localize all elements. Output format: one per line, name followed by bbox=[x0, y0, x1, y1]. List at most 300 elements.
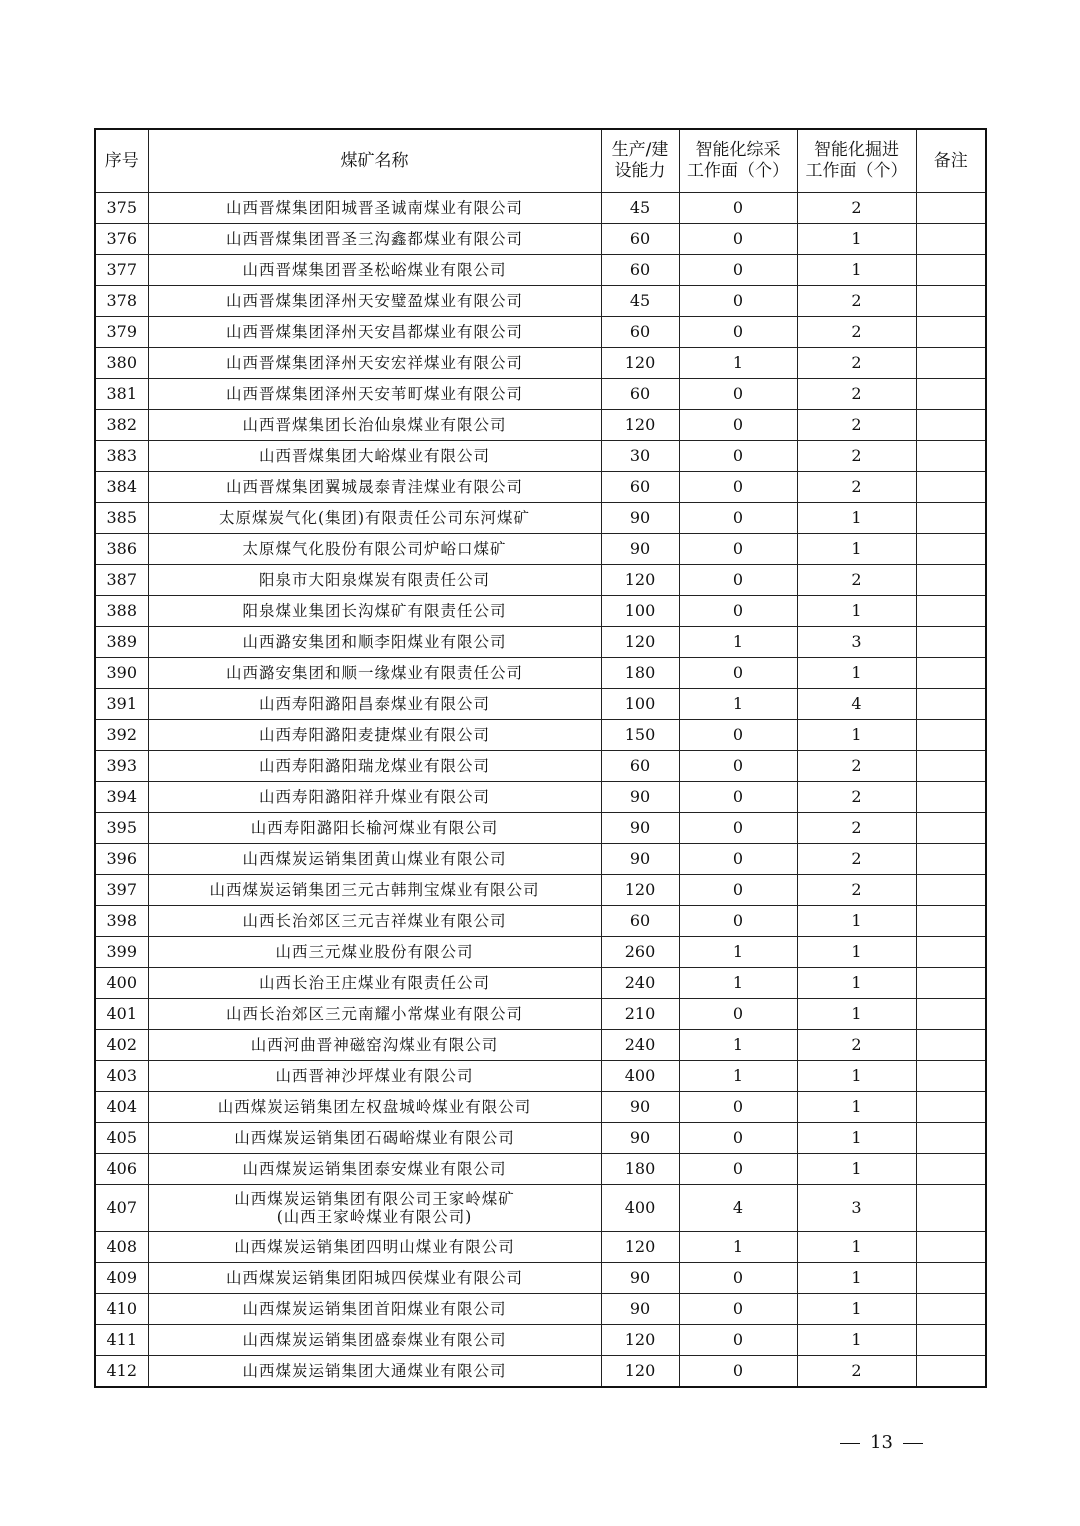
cell-seq: 391 bbox=[95, 689, 148, 720]
cell-mine-name bbox=[148, 1154, 601, 1185]
cell-seq: 393 bbox=[95, 751, 148, 782]
cell-seq: 377 bbox=[95, 255, 148, 286]
cell-seq: 396 bbox=[95, 844, 148, 875]
cell-mine-name bbox=[148, 782, 601, 813]
cell-mine-name bbox=[148, 813, 601, 844]
mine-name-line: 山西煤炭运销集团泰安煤业有限公司 bbox=[242, 1160, 507, 1178]
table-row bbox=[95, 1325, 986, 1356]
mine-name-line: 山西寿阳潞阳长榆河煤业有限公司 bbox=[250, 819, 499, 837]
mine-name-line: 山西长治郊区三元南耀小常煤业有限公司 bbox=[225, 1005, 523, 1023]
cell-mine-name bbox=[148, 689, 601, 720]
cell-smart-mining: 0 bbox=[679, 658, 797, 689]
table-row bbox=[95, 720, 986, 751]
cell-mine-name bbox=[148, 937, 601, 968]
cell-remark bbox=[916, 255, 986, 286]
cell-remark bbox=[916, 1325, 986, 1356]
cell-mine-name bbox=[148, 1356, 601, 1388]
cell-smart-mining: 0 bbox=[679, 379, 797, 410]
header-smart-mining bbox=[679, 129, 797, 193]
cell-remark bbox=[916, 751, 986, 782]
header-seq: 序号 bbox=[95, 129, 148, 193]
cell-remark bbox=[916, 689, 986, 720]
cell-seq: 405 bbox=[95, 1123, 148, 1154]
cell-remark bbox=[916, 1061, 986, 1092]
cell-smart-tunneling: 2 bbox=[797, 751, 916, 782]
cell-smart-mining: 0 bbox=[679, 844, 797, 875]
mine-name-line: 山西晋煤集团泽州天安璧盈煤业有限公司 bbox=[225, 292, 523, 310]
cell-capacity: 240 bbox=[601, 968, 679, 999]
cell-smart-tunneling: 1 bbox=[797, 1325, 916, 1356]
table-row bbox=[95, 1263, 986, 1294]
cell-remark bbox=[916, 844, 986, 875]
cell-seq: 408 bbox=[95, 1232, 148, 1263]
cell-seq: 397 bbox=[95, 875, 148, 906]
cell-smart-mining: 0 bbox=[679, 1123, 797, 1154]
table-row bbox=[95, 565, 986, 596]
cell-remark bbox=[916, 1232, 986, 1263]
cell-smart-tunneling: 2 bbox=[797, 441, 916, 472]
mine-name-line: 山西寿阳潞阳昌泰煤业有限公司 bbox=[258, 695, 490, 713]
mine-name-line: 太原煤炭气化(集团)有限责任公司东河煤矿 bbox=[218, 509, 531, 527]
cell-mine-name bbox=[148, 1294, 601, 1325]
mine-name-line: 阳泉煤业集团长沟煤矿有限责任公司 bbox=[242, 602, 507, 620]
cell-smart-mining: 0 bbox=[679, 193, 797, 224]
cell-smart-tunneling: 1 bbox=[797, 1123, 916, 1154]
cell-smart-mining: 0 bbox=[679, 565, 797, 596]
cell-capacity: 400 bbox=[601, 1185, 679, 1232]
cell-seq: 394 bbox=[95, 782, 148, 813]
cell-remark bbox=[916, 937, 986, 968]
table-row bbox=[95, 782, 986, 813]
cell-mine-name bbox=[148, 844, 601, 875]
cell-smart-mining: 4 bbox=[679, 1185, 797, 1232]
cell-smart-mining: 1 bbox=[679, 627, 797, 658]
cell-remark bbox=[916, 348, 986, 379]
mine-name-line: 山西寿阳潞阳麦捷煤业有限公司 bbox=[258, 726, 490, 744]
cell-smart-tunneling: 2 bbox=[797, 472, 916, 503]
mine-name-line: 山西长治王庄煤业有限责任公司 bbox=[258, 974, 490, 992]
cell-seq: 392 bbox=[95, 720, 148, 751]
table-row bbox=[95, 255, 986, 286]
cell-smart-tunneling: 1 bbox=[797, 658, 916, 689]
header-mine-name: 煤矿名称 bbox=[148, 129, 601, 193]
header-capacity bbox=[601, 129, 679, 193]
cell-smart-tunneling: 2 bbox=[797, 875, 916, 906]
cell-capacity: 60 bbox=[601, 472, 679, 503]
cell-smart-tunneling: 2 bbox=[797, 565, 916, 596]
cell-capacity: 90 bbox=[601, 1294, 679, 1325]
cell-mine-name bbox=[148, 999, 601, 1030]
table-row bbox=[95, 1294, 986, 1325]
cell-mine-name bbox=[148, 1232, 601, 1263]
cell-seq: 378 bbox=[95, 286, 148, 317]
cell-smart-mining: 1 bbox=[679, 968, 797, 999]
mine-name-line: 山西煤炭运销集团三元古韩荆宝煤业有限公司 bbox=[209, 881, 540, 899]
table-row bbox=[95, 1356, 986, 1388]
mine-name-line: 山西煤炭运销集团阳城四侯煤业有限公司 bbox=[225, 1269, 523, 1287]
cell-capacity: 120 bbox=[601, 565, 679, 596]
cell-smart-mining: 0 bbox=[679, 906, 797, 937]
cell-smart-mining: 0 bbox=[679, 813, 797, 844]
table-row bbox=[95, 286, 986, 317]
cell-remark bbox=[916, 503, 986, 534]
mine-name-line: 山西潞安集团和顺李阳煤业有限公司 bbox=[242, 633, 507, 651]
table-row bbox=[95, 906, 986, 937]
cell-seq: 379 bbox=[95, 317, 148, 348]
header-smart-mining-line1: 智能化综采 bbox=[695, 140, 781, 160]
cell-mine-name bbox=[148, 565, 601, 596]
cell-smart-mining: 1 bbox=[679, 1030, 797, 1061]
cell-smart-tunneling: 2 bbox=[797, 813, 916, 844]
cell-mine-name bbox=[148, 410, 601, 441]
cell-mine-name bbox=[148, 596, 601, 627]
cell-capacity: 120 bbox=[601, 875, 679, 906]
cell-capacity: 60 bbox=[601, 317, 679, 348]
cell-smart-mining: 0 bbox=[679, 1263, 797, 1294]
mine-name-line: 山西晋煤集团泽州天安昌都煤业有限公司 bbox=[225, 323, 523, 341]
cell-mine-name bbox=[148, 658, 601, 689]
cell-mine-name bbox=[148, 193, 601, 224]
cell-mine-name bbox=[148, 720, 601, 751]
cell-remark bbox=[916, 224, 986, 255]
mine-name-line: 山西寿阳潞阳祥升煤业有限公司 bbox=[258, 788, 490, 806]
cell-mine-name bbox=[148, 286, 601, 317]
cell-capacity: 90 bbox=[601, 1092, 679, 1123]
cell-seq: 412 bbox=[95, 1356, 148, 1388]
cell-smart-mining: 1 bbox=[679, 1232, 797, 1263]
cell-smart-tunneling: 1 bbox=[797, 1061, 916, 1092]
table-row bbox=[95, 658, 986, 689]
cell-seq: 398 bbox=[95, 906, 148, 937]
cell-capacity: 45 bbox=[601, 193, 679, 224]
cell-remark bbox=[916, 596, 986, 627]
cell-remark bbox=[916, 1092, 986, 1123]
header-capacity-line1: 生产/建 bbox=[611, 140, 669, 160]
cell-smart-mining: 0 bbox=[679, 1294, 797, 1325]
mine-name-line: 山西晋煤集团阳城晋圣诚南煤业有限公司 bbox=[225, 199, 523, 217]
cell-capacity: 90 bbox=[601, 813, 679, 844]
cell-capacity: 60 bbox=[601, 751, 679, 782]
cell-capacity: 90 bbox=[601, 1263, 679, 1294]
cell-seq: 410 bbox=[95, 1294, 148, 1325]
cell-smart-tunneling: 1 bbox=[797, 906, 916, 937]
cell-capacity: 180 bbox=[601, 658, 679, 689]
mine-name-line: 山西晋煤集团泽州天安苇町煤业有限公司 bbox=[225, 385, 523, 403]
mine-name-line: 山西晋煤集团晋圣三沟鑫都煤业有限公司 bbox=[225, 230, 523, 248]
cell-seq: 384 bbox=[95, 472, 148, 503]
cell-capacity: 100 bbox=[601, 689, 679, 720]
cell-smart-tunneling: 2 bbox=[797, 317, 916, 348]
cell-smart-mining: 0 bbox=[679, 255, 797, 286]
table-row bbox=[95, 1061, 986, 1092]
coal-mine-table bbox=[94, 128, 987, 1388]
table-row bbox=[95, 813, 986, 844]
mine-name-line: 山西晋煤集团大峪煤业有限公司 bbox=[258, 447, 490, 465]
cell-smart-mining: 0 bbox=[679, 1154, 797, 1185]
cell-smart-tunneling: 4 bbox=[797, 689, 916, 720]
cell-seq: 403 bbox=[95, 1061, 148, 1092]
cell-seq: 382 bbox=[95, 410, 148, 441]
cell-mine-name bbox=[148, 906, 601, 937]
cell-seq: 388 bbox=[95, 596, 148, 627]
cell-capacity: 60 bbox=[601, 224, 679, 255]
cell-smart-tunneling: 2 bbox=[797, 1030, 916, 1061]
cell-smart-tunneling: 2 bbox=[797, 1356, 916, 1388]
cell-remark bbox=[916, 441, 986, 472]
cell-remark bbox=[916, 1294, 986, 1325]
cell-smart-tunneling: 1 bbox=[797, 1154, 916, 1185]
cell-mine-name bbox=[148, 1263, 601, 1294]
cell-smart-tunneling: 2 bbox=[797, 193, 916, 224]
cell-capacity: 90 bbox=[601, 844, 679, 875]
cell-mine-name bbox=[148, 224, 601, 255]
cell-remark bbox=[916, 534, 986, 565]
cell-seq: 409 bbox=[95, 1263, 148, 1294]
cell-smart-tunneling: 2 bbox=[797, 286, 916, 317]
cell-smart-mining: 0 bbox=[679, 782, 797, 813]
mine-name-line: 山西煤炭运销集团左权盘城岭煤业有限公司 bbox=[217, 1098, 532, 1116]
cell-smart-mining: 0 bbox=[679, 410, 797, 441]
cell-remark bbox=[916, 875, 986, 906]
cell-smart-tunneling: 1 bbox=[797, 999, 916, 1030]
cell-mine-name bbox=[148, 348, 601, 379]
cell-capacity: 90 bbox=[601, 534, 679, 565]
cell-seq: 400 bbox=[95, 968, 148, 999]
table-row bbox=[95, 1123, 986, 1154]
cell-capacity: 30 bbox=[601, 441, 679, 472]
cell-capacity: 120 bbox=[601, 410, 679, 441]
header-remark: 备注 bbox=[916, 129, 986, 193]
cell-mine-name bbox=[148, 1030, 601, 1061]
cell-capacity: 260 bbox=[601, 937, 679, 968]
mine-name-line: 山西煤炭运销集团石碣峪煤业有限公司 bbox=[234, 1129, 515, 1147]
header-smart-tunneling-line1: 智能化掘进 bbox=[814, 140, 899, 160]
cell-remark bbox=[916, 1356, 986, 1388]
cell-remark bbox=[916, 813, 986, 844]
mine-name-line: 山西寿阳潞阳瑞龙煤业有限公司 bbox=[258, 757, 490, 775]
cell-seq: 386 bbox=[95, 534, 148, 565]
mine-name-line: 山西煤炭运销集团黄山煤业有限公司 bbox=[242, 850, 507, 868]
cell-smart-mining: 0 bbox=[679, 503, 797, 534]
table-row bbox=[95, 1030, 986, 1061]
mine-name-line: 太原煤气化股份有限公司炉峪口煤矿 bbox=[242, 540, 507, 558]
cell-capacity: 150 bbox=[601, 720, 679, 751]
cell-smart-tunneling: 2 bbox=[797, 410, 916, 441]
cell-smart-mining: 1 bbox=[679, 937, 797, 968]
table-row bbox=[95, 689, 986, 720]
cell-smart-mining: 0 bbox=[679, 875, 797, 906]
cell-capacity: 60 bbox=[601, 255, 679, 286]
cell-remark bbox=[916, 968, 986, 999]
cell-seq: 390 bbox=[95, 658, 148, 689]
cell-smart-tunneling: 2 bbox=[797, 844, 916, 875]
table-row bbox=[95, 441, 986, 472]
cell-remark bbox=[916, 720, 986, 751]
cell-smart-tunneling: 1 bbox=[797, 1263, 916, 1294]
mine-name-line: 阳泉市大阳泉煤炭有限责任公司 bbox=[258, 571, 490, 589]
cell-smart-tunneling: 2 bbox=[797, 348, 916, 379]
cell-capacity: 120 bbox=[601, 1356, 679, 1388]
cell-seq: 399 bbox=[95, 937, 148, 968]
cell-smart-tunneling: 1 bbox=[797, 1092, 916, 1123]
table-row bbox=[95, 410, 986, 441]
cell-mine-name bbox=[148, 317, 601, 348]
cell-smart-tunneling: 1 bbox=[797, 1294, 916, 1325]
cell-remark bbox=[916, 906, 986, 937]
cell-smart-tunneling: 3 bbox=[797, 1185, 916, 1232]
header-smart-tunneling bbox=[797, 129, 916, 193]
mine-name-line: 山西晋神沙坪煤业有限公司 bbox=[275, 1067, 474, 1085]
cell-smart-tunneling: 1 bbox=[797, 503, 916, 534]
cell-capacity: 120 bbox=[601, 348, 679, 379]
mine-name-line: 山西三元煤业股份有限公司 bbox=[275, 943, 474, 961]
cell-seq: 401 bbox=[95, 999, 148, 1030]
mine-name-line: 山西晋煤集团泽州天安宏祥煤业有限公司 bbox=[225, 354, 523, 372]
cell-remark bbox=[916, 1185, 986, 1232]
cell-smart-mining: 0 bbox=[679, 472, 797, 503]
cell-remark bbox=[916, 782, 986, 813]
cell-capacity: 400 bbox=[601, 1061, 679, 1092]
mine-name-line: 山西潞安集团和顺一缘煤业有限责任公司 bbox=[225, 664, 523, 682]
cell-seq: 376 bbox=[95, 224, 148, 255]
cell-smart-mining: 0 bbox=[679, 751, 797, 782]
cell-remark bbox=[916, 565, 986, 596]
cell-capacity: 90 bbox=[601, 782, 679, 813]
mine-name-line: 山西煤炭运销集团大通煤业有限公司 bbox=[242, 1362, 507, 1380]
cell-mine-name bbox=[148, 1092, 601, 1123]
cell-seq: 395 bbox=[95, 813, 148, 844]
cell-smart-mining: 0 bbox=[679, 1356, 797, 1388]
cell-seq: 381 bbox=[95, 379, 148, 410]
mine-name-line: 山西晋煤集团长治仙泉煤业有限公司 bbox=[242, 416, 507, 434]
cell-capacity: 90 bbox=[601, 503, 679, 534]
cell-remark bbox=[916, 1030, 986, 1061]
cell-smart-tunneling: 3 bbox=[797, 627, 916, 658]
table-row bbox=[95, 472, 986, 503]
cell-smart-mining: 0 bbox=[679, 1092, 797, 1123]
cell-capacity: 120 bbox=[601, 627, 679, 658]
cell-seq: 380 bbox=[95, 348, 148, 379]
table-row bbox=[95, 937, 986, 968]
cell-mine-name bbox=[148, 627, 601, 658]
mine-name-line: 山西河曲晋神磁窑沟煤业有限公司 bbox=[250, 1036, 499, 1054]
mine-name-line: 山西晋煤集团晋圣松峪煤业有限公司 bbox=[242, 261, 507, 279]
cell-seq: 385 bbox=[95, 503, 148, 534]
cell-remark bbox=[916, 658, 986, 689]
cell-smart-mining: 0 bbox=[679, 317, 797, 348]
cell-smart-mining: 1 bbox=[679, 689, 797, 720]
dash-right bbox=[903, 1443, 923, 1444]
cell-smart-mining: 0 bbox=[679, 441, 797, 472]
cell-capacity: 100 bbox=[601, 596, 679, 627]
cell-remark bbox=[916, 1123, 986, 1154]
cell-mine-name bbox=[148, 1061, 601, 1092]
cell-smart-tunneling: 2 bbox=[797, 379, 916, 410]
mine-name-line: 山西晋煤集团翼城晟泰青洼煤业有限公司 bbox=[225, 478, 523, 496]
table-row bbox=[95, 379, 986, 410]
cell-smart-mining: 0 bbox=[679, 534, 797, 565]
cell-smart-mining: 0 bbox=[679, 286, 797, 317]
cell-seq: 411 bbox=[95, 1325, 148, 1356]
cell-smart-mining: 0 bbox=[679, 596, 797, 627]
cell-smart-tunneling: 1 bbox=[797, 255, 916, 286]
cell-mine-name bbox=[148, 503, 601, 534]
mine-name-line: 山西煤炭运销集团盛泰煤业有限公司 bbox=[242, 1331, 507, 1349]
cell-smart-mining: 0 bbox=[679, 720, 797, 751]
cell-remark bbox=[916, 317, 986, 348]
cell-capacity: 240 bbox=[601, 1030, 679, 1061]
table-row bbox=[95, 193, 986, 224]
cell-seq: 404 bbox=[95, 1092, 148, 1123]
mine-name-line: 山西煤炭运销集团首阳煤业有限公司 bbox=[242, 1300, 507, 1318]
cell-capacity: 60 bbox=[601, 379, 679, 410]
mine-name-line-2: (山西王家岭煤业有限公司) bbox=[276, 1208, 473, 1226]
cell-remark bbox=[916, 472, 986, 503]
table-row bbox=[95, 1232, 986, 1263]
cell-mine-name bbox=[148, 379, 601, 410]
cell-remark bbox=[916, 627, 986, 658]
cell-seq: 375 bbox=[95, 193, 148, 224]
cell-remark bbox=[916, 1263, 986, 1294]
cell-seq: 406 bbox=[95, 1154, 148, 1185]
cell-smart-tunneling: 1 bbox=[797, 937, 916, 968]
cell-seq: 387 bbox=[95, 565, 148, 596]
cell-mine-name bbox=[148, 441, 601, 472]
cell-mine-name bbox=[148, 472, 601, 503]
cell-smart-mining: 0 bbox=[679, 224, 797, 255]
table-row bbox=[95, 503, 986, 534]
header-smart-tunneling-line2: 工作面（个） bbox=[805, 161, 908, 181]
table-header-row bbox=[95, 129, 986, 193]
cell-capacity: 120 bbox=[601, 1325, 679, 1356]
header-smart-mining-line2: 工作面（个） bbox=[687, 161, 789, 181]
mine-name-line: 山西煤炭运销集团四明山煤业有限公司 bbox=[234, 1238, 515, 1256]
table-row bbox=[95, 534, 986, 565]
cell-smart-tunneling: 2 bbox=[797, 782, 916, 813]
cell-seq: 389 bbox=[95, 627, 148, 658]
cell-smart-tunneling: 1 bbox=[797, 968, 916, 999]
table-row bbox=[95, 627, 986, 658]
cell-remark bbox=[916, 193, 986, 224]
cell-seq: 402 bbox=[95, 1030, 148, 1061]
cell-capacity: 120 bbox=[601, 1232, 679, 1263]
cell-mine-name bbox=[148, 255, 601, 286]
table-row bbox=[95, 844, 986, 875]
cell-seq: 383 bbox=[95, 441, 148, 472]
table-row bbox=[95, 875, 986, 906]
cell-seq: 407 bbox=[95, 1185, 148, 1232]
cell-smart-tunneling: 1 bbox=[797, 224, 916, 255]
cell-smart-tunneling: 1 bbox=[797, 1232, 916, 1263]
cell-capacity: 60 bbox=[601, 906, 679, 937]
cell-remark bbox=[916, 379, 986, 410]
page-number: 13 bbox=[870, 1432, 893, 1453]
table-row bbox=[95, 751, 986, 782]
table-row bbox=[95, 224, 986, 255]
cell-mine-name bbox=[148, 1325, 601, 1356]
cell-smart-tunneling: 1 bbox=[797, 534, 916, 565]
cell-mine-name bbox=[148, 875, 601, 906]
cell-capacity: 210 bbox=[601, 999, 679, 1030]
table-row bbox=[95, 348, 986, 379]
table-body bbox=[95, 193, 986, 1388]
cell-smart-mining: 0 bbox=[679, 1325, 797, 1356]
table-row bbox=[95, 317, 986, 348]
cell-mine-name bbox=[148, 968, 601, 999]
cell-capacity: 45 bbox=[601, 286, 679, 317]
cell-remark bbox=[916, 286, 986, 317]
cell-capacity: 90 bbox=[601, 1123, 679, 1154]
